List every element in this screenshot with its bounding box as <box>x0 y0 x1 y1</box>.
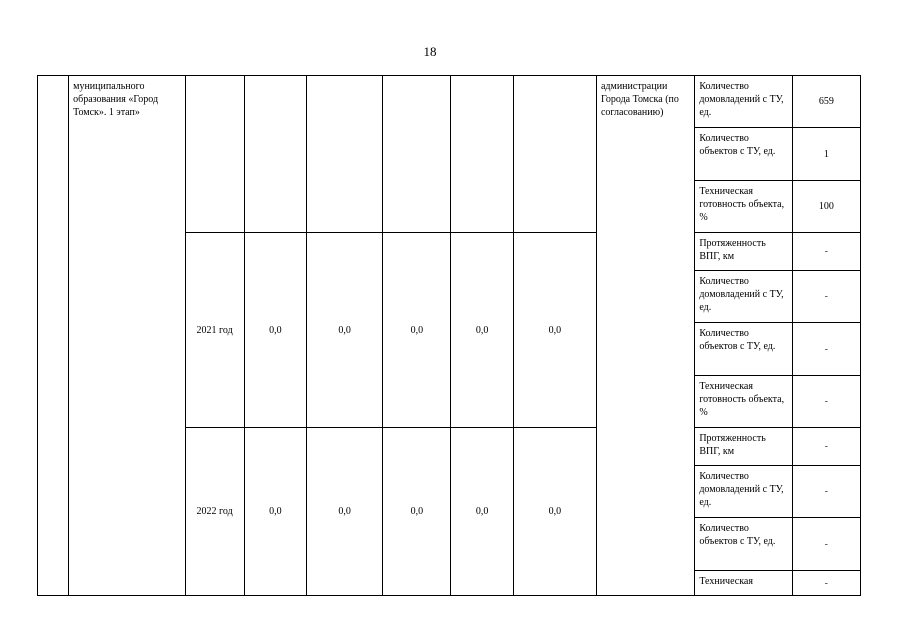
value-cell: 0,0 <box>306 428 382 596</box>
value-cell: 0,0 <box>513 233 596 428</box>
indicator-name: Техническая готовность объекта, % <box>695 181 792 233</box>
indicator-name: Техническая <box>695 571 792 596</box>
value-cell <box>383 76 451 233</box>
indicator-value: - <box>792 466 860 518</box>
indicator-value: - <box>792 376 860 428</box>
indicator-name: Количество домовладений с ТУ, ед. <box>695 271 792 323</box>
row-number-cell <box>38 76 69 596</box>
value-cell: 0,0 <box>244 428 306 596</box>
indicator-name: Протяженность ВПГ, км <box>695 233 792 271</box>
indicator-name: Количество объектов с ТУ, ед. <box>695 518 792 571</box>
value-cell <box>513 76 596 233</box>
value-cell <box>306 76 382 233</box>
indicator-value: 100 <box>792 181 860 233</box>
value-cell: 0,0 <box>451 428 513 596</box>
year-cell: 2022 год <box>185 428 244 596</box>
indicator-name: Техническая готовность объекта, % <box>695 376 792 428</box>
indicator-name: Количество домовладений с ТУ, ед. <box>695 466 792 518</box>
value-cell: 0,0 <box>513 428 596 596</box>
indicator-name: Количество домовладений с ТУ, ед. <box>695 76 792 128</box>
page-number: 18 <box>423 44 437 59</box>
value-cell: 0,0 <box>383 233 451 428</box>
program-table <box>37 75 861 596</box>
indicator-value: - <box>792 271 860 323</box>
indicator-name: Количество объектов с ТУ, ед. <box>695 128 792 181</box>
indicator-value: - <box>792 233 860 271</box>
indicator-value: - <box>792 323 860 376</box>
value-cell <box>244 76 306 233</box>
value-cell <box>451 76 513 233</box>
indicator-value: - <box>792 571 860 596</box>
year-cell: 2021 год <box>185 233 244 428</box>
indicator-value: - <box>792 518 860 571</box>
year-cell <box>185 76 244 233</box>
indicator-name: Количество объектов с ТУ, ед. <box>695 323 792 376</box>
value-cell: 0,0 <box>244 233 306 428</box>
value-cell: 0,0 <box>306 233 382 428</box>
indicator-value: 659 <box>792 76 860 128</box>
project-name-cell: муниципального образования «Город Томск». 1 этап» <box>69 76 185 596</box>
indicator-value: - <box>792 428 860 466</box>
indicator-name: Протяженность ВПГ, км <box>695 428 792 466</box>
table-row <box>38 76 861 128</box>
responsible-cell: администрации Города Томска (по согласованию) <box>596 76 694 596</box>
value-cell: 0,0 <box>383 428 451 596</box>
value-cell: 0,0 <box>451 233 513 428</box>
indicator-value: 1 <box>792 128 860 181</box>
